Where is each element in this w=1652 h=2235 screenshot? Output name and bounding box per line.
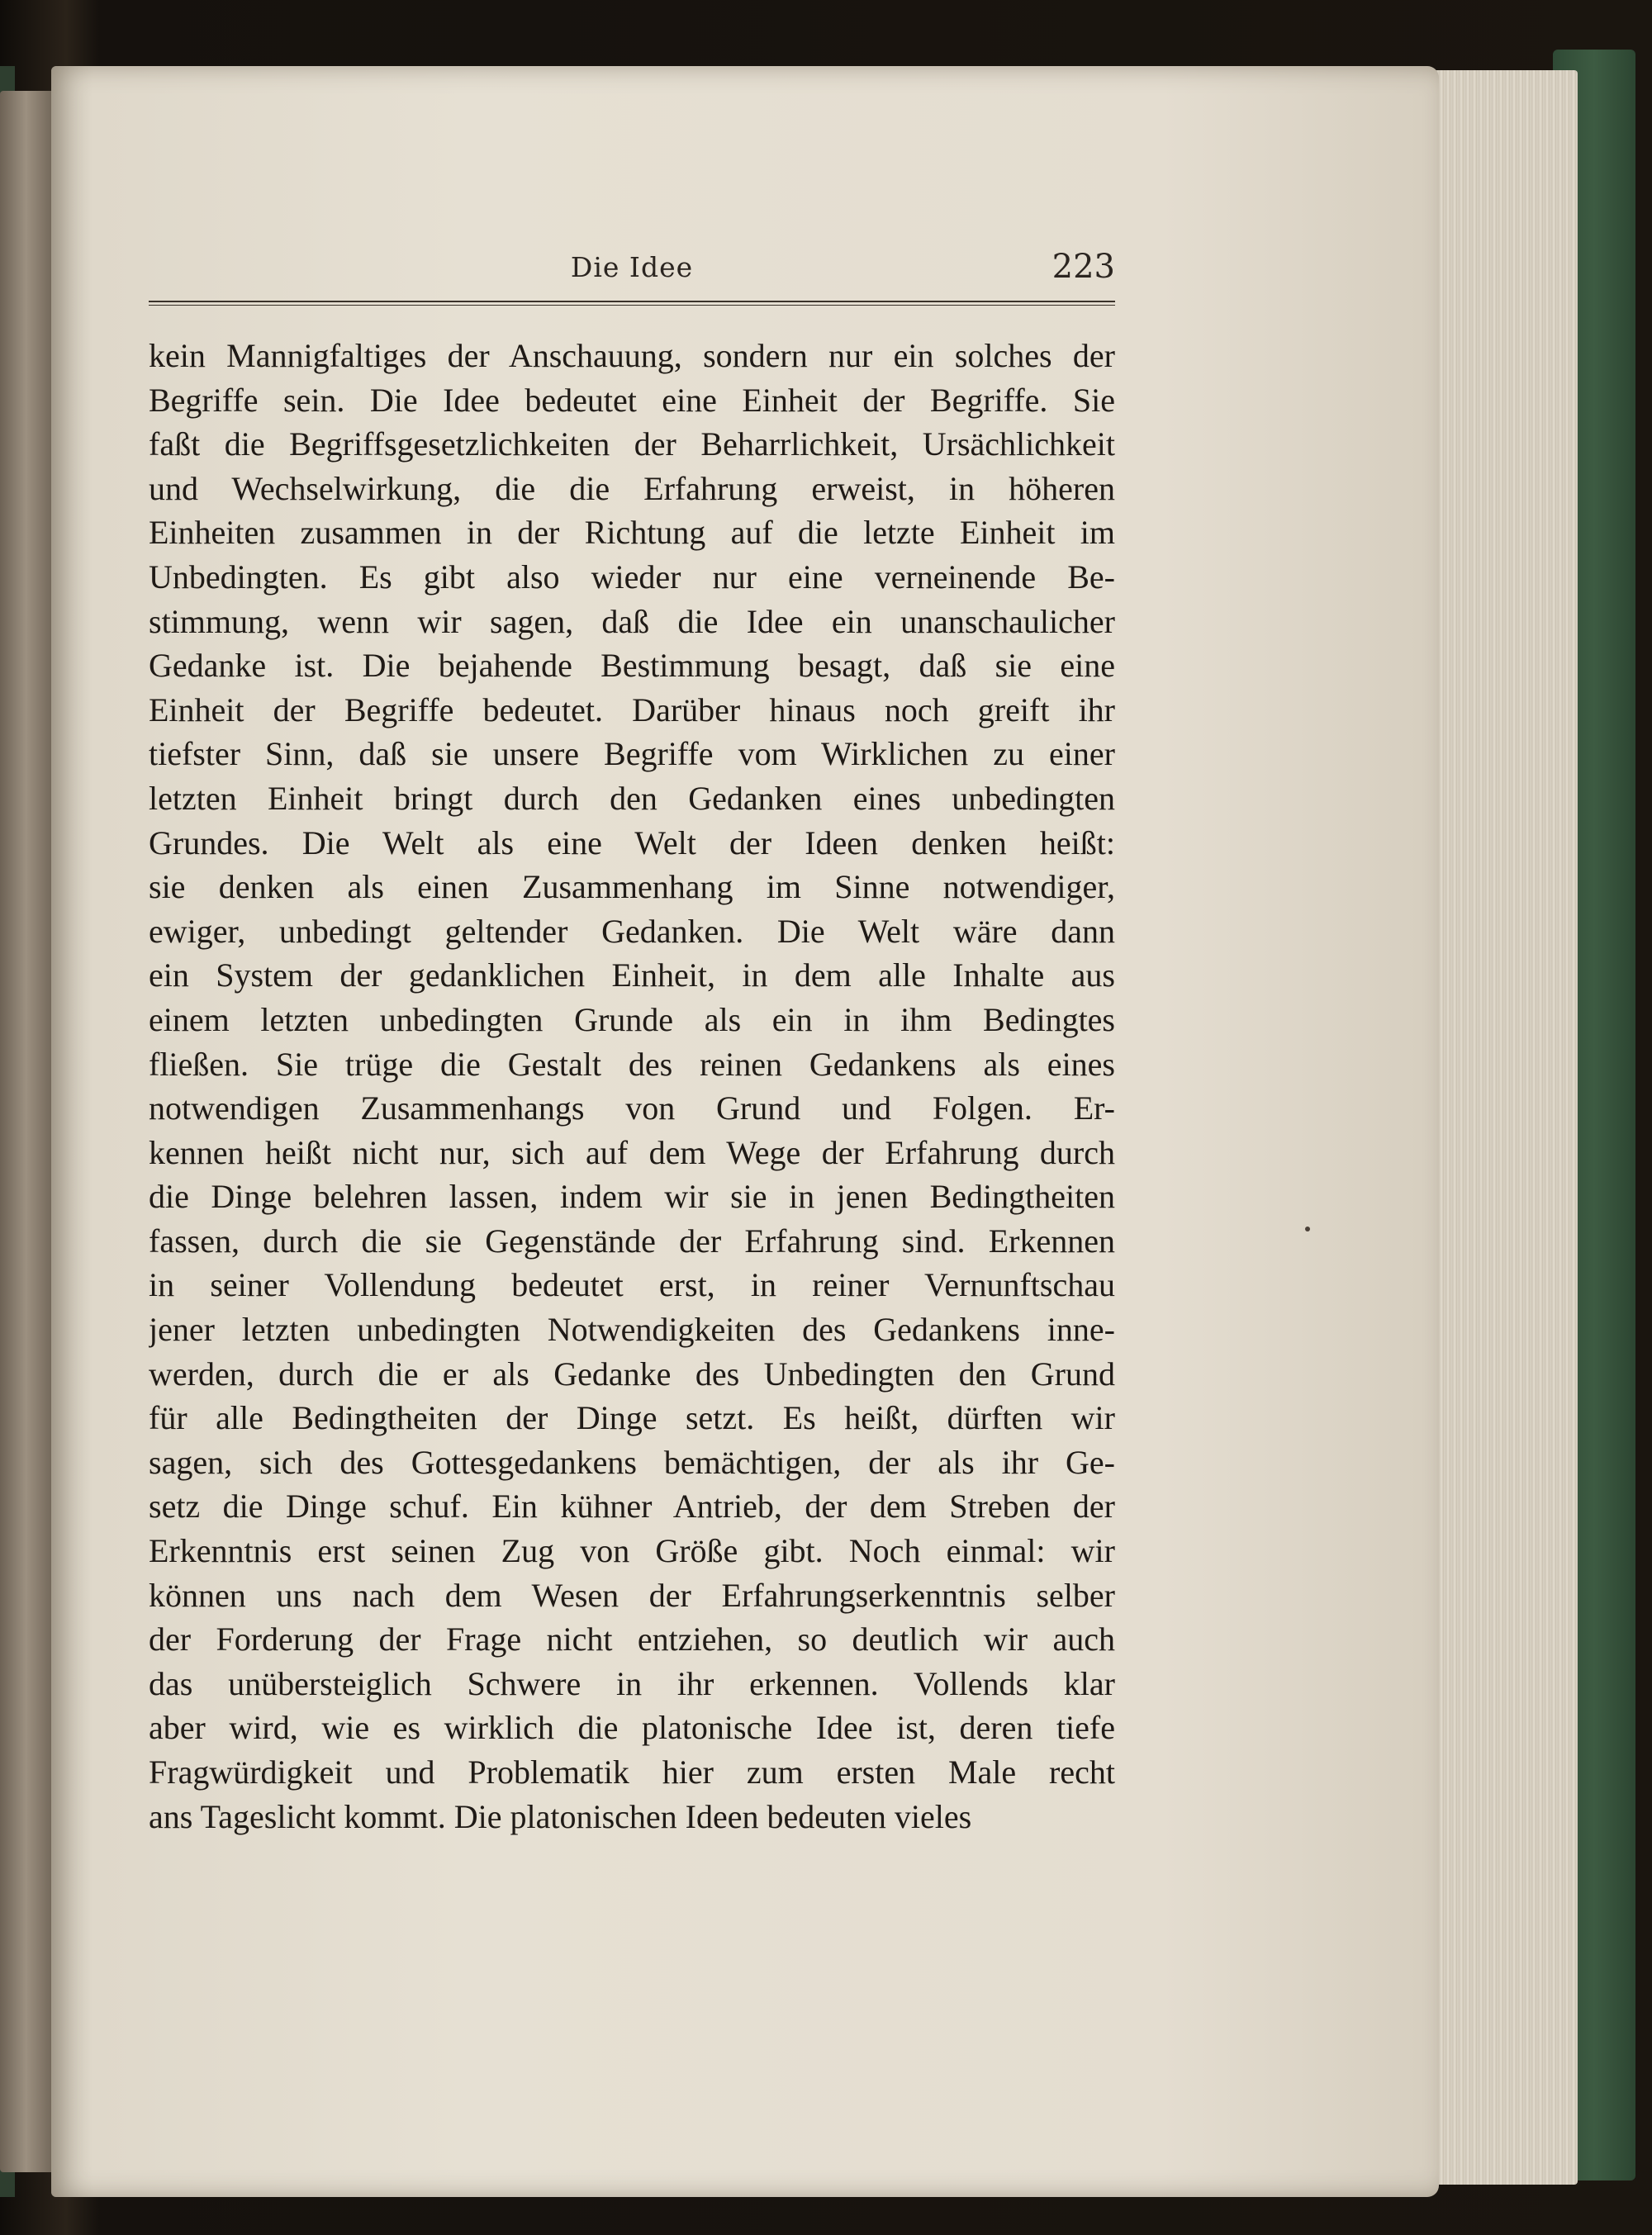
text-line: setz die Dinge schuf. Ein kühner Antrieb, der dem Streben der bbox=[149, 1488, 1115, 1526]
text-line: sie denken als einen Zusammenhang im Sinne notwendiger, bbox=[149, 868, 1115, 906]
text-line: der Forderung der Frage nicht entziehen, so deutlich wir auch bbox=[149, 1620, 1115, 1658]
running-title: Die Idee bbox=[570, 251, 694, 283]
text-line: jener letzten unbedingten Notwendigkeiten des Gedankens inne- bbox=[149, 1311, 1115, 1349]
text-line: ewiger, unbedingt geltender Gedanken. Die Welt wäre dann bbox=[149, 912, 1115, 950]
text-line: fließen. Sie trüge die Gestalt des reinen Gedankens als eines bbox=[149, 1045, 1115, 1083]
text-line: Grundes. Die Welt als eine Welt der Ideen denken heißt: bbox=[149, 823, 1115, 861]
text-line: kennen heißt nicht nur, sich auf dem Wege der Erfahrung durch bbox=[149, 1133, 1115, 1171]
text-line: faßt die Begriffsgesetzlichkeiten der Beharrlichkeit, Ursächlichkeit bbox=[149, 425, 1115, 463]
text-line: aber wird, wie es wirklich die platonische Idee ist, deren tiefe bbox=[149, 1709, 1115, 1747]
text-line: das unübersteiglich Schwere in ihr erkennen. Vollends klar bbox=[149, 1664, 1115, 1702]
text-line: ans Tageslicht kommt. Die platonischen Ideen bedeuten vieles bbox=[149, 1797, 972, 1835]
text-line: sagen, sich des Gottesgedankens bemächtigen, der als ihr Ge- bbox=[149, 1443, 1115, 1481]
text-line: werden, durch die er als Gedanke des Unbedingten den Grund bbox=[149, 1355, 1115, 1393]
body-text bbox=[149, 334, 1115, 1919]
left-page-edge bbox=[0, 91, 58, 2172]
text-line: Begriffe sein. Die Idee bedeutet eine Einheit der Begriffe. Sie bbox=[149, 381, 1115, 419]
text-line: letzten Einheit bringt durch den Gedanken eines unbedingten bbox=[149, 779, 1115, 817]
text-line: Gedanke ist. Die bejahende Bestimmung besagt, daß sie eine bbox=[149, 647, 1115, 685]
text-line: Unbedingten. Es gibt also wieder nur eine verneinende Be- bbox=[149, 558, 1115, 596]
text-line: die Dinge belehren lassen, indem wir sie in jenen Bedingtheiten bbox=[149, 1178, 1115, 1216]
text-line: einem letzten unbedingten Grunde als ein in ihm Bedingtes bbox=[149, 1000, 1115, 1038]
text-line: Einheiten zusammen in der Richtung auf die letzte Einheit im bbox=[149, 514, 1115, 552]
page-number: 223 bbox=[1051, 248, 1115, 286]
text-line: in seiner Vollendung bedeutet erst, in reiner Vernunftschau bbox=[149, 1266, 1115, 1304]
text-line: für alle Bedingtheiten der Dinge setzt. Es heißt, dürften wir bbox=[149, 1399, 1115, 1437]
text-line: und Wechselwirkung, die die Erfahrung erweist, in höheren bbox=[149, 469, 1115, 507]
text-line: ein System der gedanklichen Einheit, in dem alle Inhalte aus bbox=[149, 956, 1115, 994]
text-line: fassen, durch die sie Gegenstände der Erfahrung sind. Erkennen bbox=[149, 1222, 1115, 1260]
text-line: notwendigen Zusammenhangs von Grund und Folgen. Er- bbox=[149, 1089, 1115, 1127]
text-line: Erkenntnis erst seinen Zug von Größe gibt. Noch einmal: wir bbox=[149, 1532, 1115, 1570]
paper-speck bbox=[1305, 1227, 1310, 1231]
header-rule bbox=[149, 301, 1115, 306]
text-line: können uns nach dem Wesen der Erfahrungserkenntnis selber bbox=[149, 1576, 1115, 1614]
text-line: Einheit der Begriffe bedeutet. Darüber hinaus noch greift ihr bbox=[149, 690, 1115, 728]
text-line: kein Mannigfaltiges der Anschauung, sondern nur ein solches der bbox=[149, 337, 1115, 374]
text-line: stimmung, wenn wir sagen, daß die Idee ein unanschaulicher bbox=[149, 602, 1115, 640]
text-line: Fragwürdigkeit und Problematik hier zum ersten Male recht bbox=[149, 1753, 1115, 1791]
text-line: tiefster Sinn, daß sie unsere Begriffe vom Wirklichen zu einer bbox=[149, 735, 1115, 773]
page-header bbox=[149, 248, 1115, 297]
